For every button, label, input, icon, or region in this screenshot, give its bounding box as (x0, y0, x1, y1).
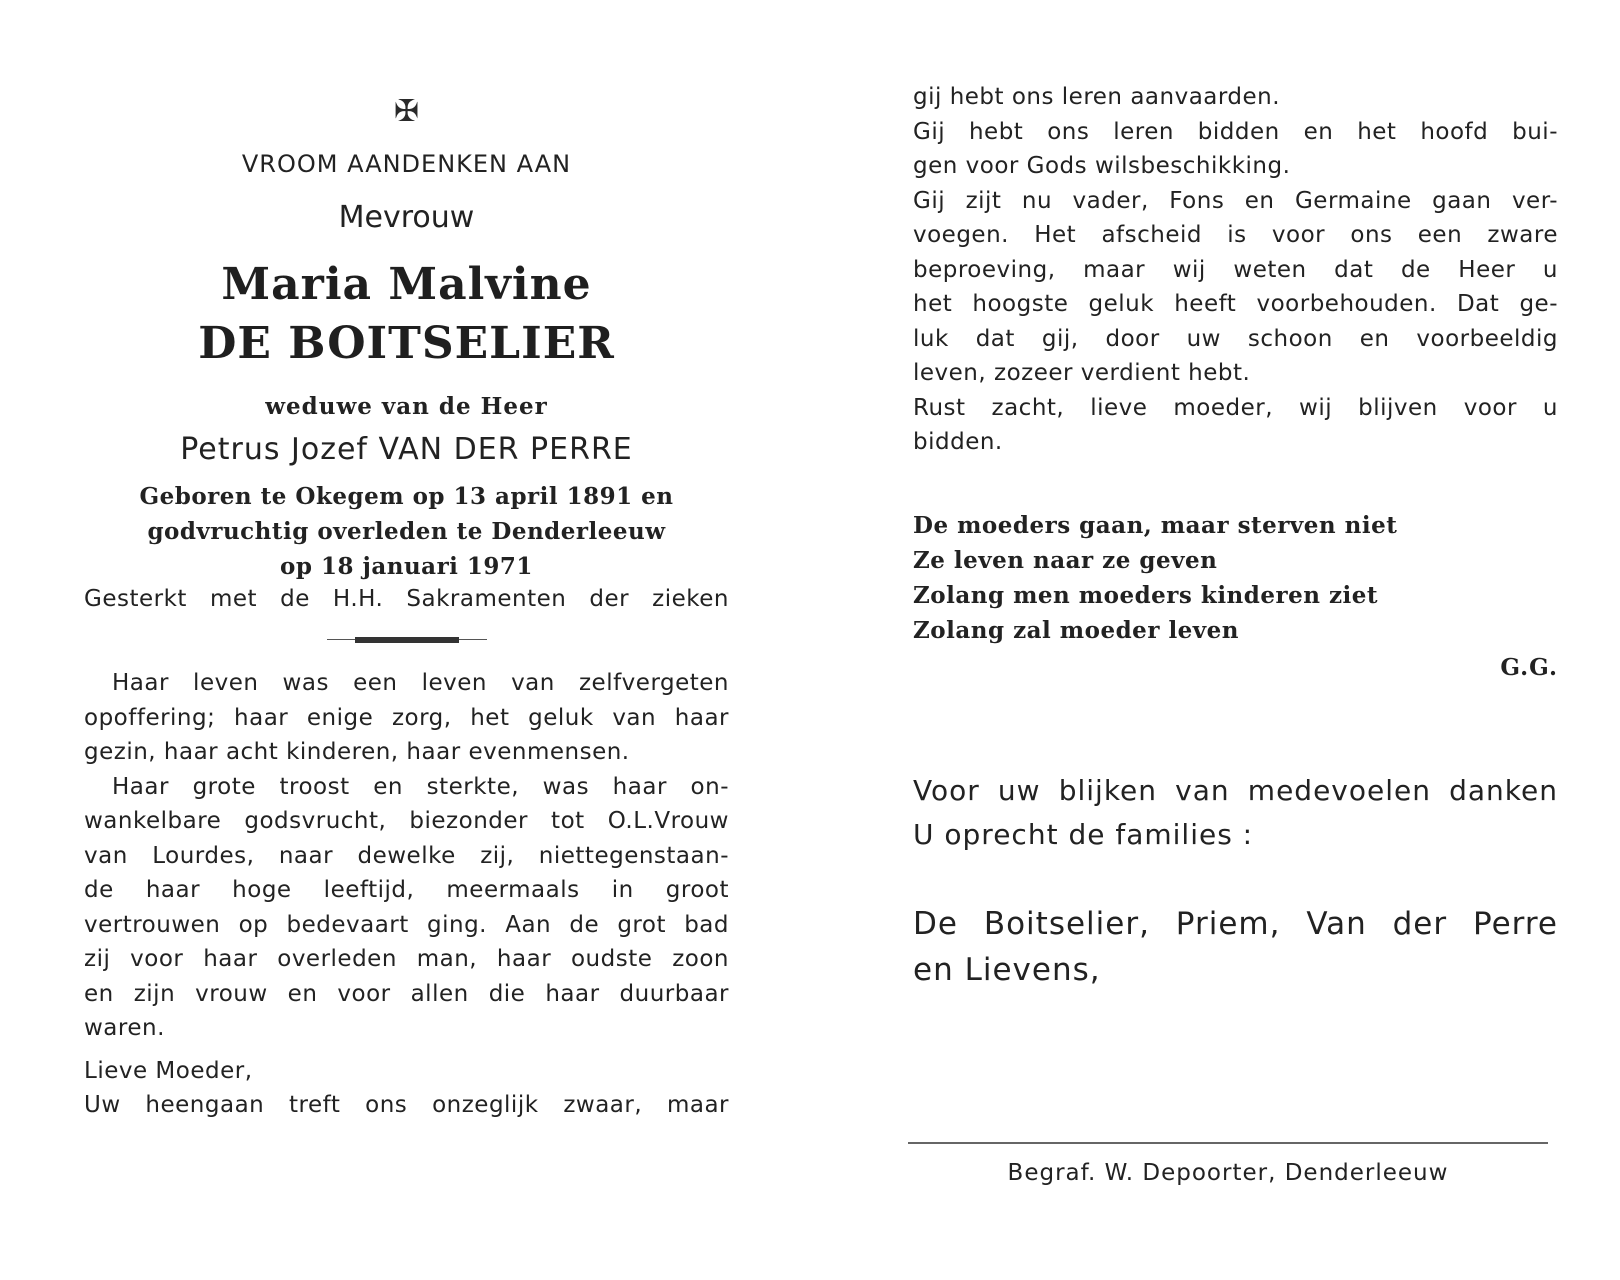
thanks-line: Voor uw blijken van medevoelen danken (913, 773, 1558, 807)
cross-icon: ✠ (393, 94, 420, 129)
footer-rule (908, 1142, 1548, 1144)
text-line: Rust zacht, lieve moeder, wij blijven voor u (913, 394, 1558, 421)
text-line: Gij zijt nu vader, Fons en Germaine gaan ver- (913, 187, 1558, 214)
title: Mevrouw (338, 200, 475, 235)
life-paragraph (84, 666, 729, 1123)
right-panel (913, 80, 1558, 993)
heading: VROOM AANDENKEN AAN (241, 150, 572, 178)
salutation: Lieve Moeder, (84, 1057, 253, 1084)
poem-initials: G.G. (1500, 653, 1558, 681)
text-line: van Lourdes, naar dewelke zij, niettegenstaan- (84, 842, 729, 869)
text-line: het hoogste geluk heeft voorbehouden. Dat ge- (913, 291, 1558, 317)
poem-line: Ze leven naar ze geven (913, 546, 1218, 574)
dates-block (84, 479, 729, 584)
families-line: en Lievens, (913, 951, 1101, 988)
left-panel (84, 92, 729, 1123)
continued-paragraph (913, 80, 1558, 460)
text-line: Gij hebt ons leren bidden en het hoofd bui- (913, 118, 1558, 145)
text-line: opoffering; haar enige zorg, het geluk van haar (84, 704, 729, 731)
poem-line: De moeders gaan, maar sterven niet (913, 511, 1398, 539)
families-list (913, 901, 1558, 993)
text-line: bidden. (913, 429, 1003, 455)
thanks-text (913, 769, 1558, 857)
poem (913, 508, 1558, 648)
poem-line: Zolang zal moeder leven (913, 616, 1240, 644)
text-line: Uw heengaan treft ons onzeglijk zwaar, maar (84, 1092, 729, 1118)
families-line: De Boitselier, Priem, Van der Perre (913, 905, 1558, 942)
text-line: beproeving, maar wij weten dat de Heer u (913, 256, 1558, 283)
poem-line: Zolang men moeders kinderen ziet (913, 581, 1379, 609)
text-line: de haar hoge leeftijd, meermaals in groot (84, 877, 729, 903)
text-line: Haar grote troost en sterkte, was haar on- (112, 773, 729, 800)
text-line: gezin, haar acht kinderen, haar evenmensen. (84, 739, 630, 765)
text-line: wankelbare godsvrucht, biezonder tot O.L.Vrouw (84, 808, 729, 834)
text-line: voegen. Het afscheid is voor ons een zware (913, 222, 1558, 248)
text-line: en zijn vrouw en voor allen die haar duurbaar (84, 980, 729, 1007)
date-line: op 18 januari 1971 (280, 553, 533, 580)
date-line: Geboren te Okegem op 13 april 1891 en (139, 483, 674, 510)
text-line: vertrouwen op bedevaart ging. Aan de grot bad (84, 911, 729, 938)
text-line: gij hebt ons leren aanvaarden. (913, 84, 1281, 110)
text-line: gen voor Gods wilsbeschikking. (913, 153, 1291, 179)
text-line: waren. (84, 1015, 165, 1041)
ornamental-divider (327, 634, 487, 646)
sacraments-line: Gesterkt met de H.H. Sakramenten der zieken (84, 586, 729, 612)
text-line: leven, zozeer verdient hebt. (913, 360, 1251, 386)
text-line: luk dat gij, door uw schoon en voorbeeldig (913, 325, 1558, 352)
thanks-line: U oprecht de families : (913, 817, 1254, 851)
surname: DE BOITSELIER (198, 318, 615, 369)
given-names: Maria Malvine (221, 259, 592, 310)
widow-of: weduwe van de Heer (265, 393, 548, 420)
husband-name: Petrus Jozef VAN DER PERRE (180, 432, 633, 467)
text-line: zij voor haar overleden man, haar oudste zoon (84, 946, 729, 972)
printer-credit: Begraf. W. Depoorter, Denderleeuw (1007, 1160, 1449, 1186)
text-line: Haar leven was een leven van zelfvergeten (112, 670, 729, 696)
date-line: godvruchtig overleden te Denderleeuw (147, 518, 666, 545)
